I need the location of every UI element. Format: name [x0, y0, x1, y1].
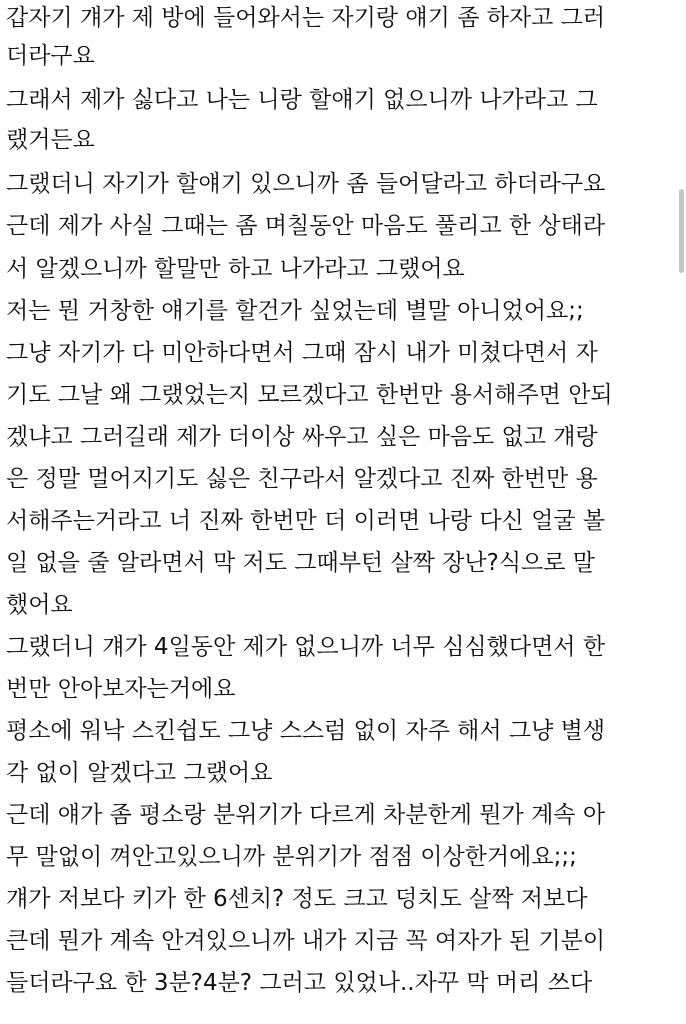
text-line: 저는 뭔 거창한 얘기를 할건가 싶었는데 별말 아니었어요;; — [6, 298, 584, 324]
text-line: 갑자기 걔가 제 방에 들어와서는 자기랑 얘기 좀 하자고 그러 — [6, 5, 606, 31]
text-line: 랬거든요 — [6, 127, 95, 153]
text-line: 들더라구요 한 3분?4분? 그러고 있었나..자꾸 막 머리 쓰다 — [6, 970, 593, 996]
text-line: 일 없을 줄 알라면서 막 저도 그때부턴 살짝 장난?식으로 말 — [6, 550, 596, 576]
text-line: 걔가 저보다 키가 한 6센치? 정도 크고 덩치도 살짝 저보다 — [6, 886, 588, 912]
text-line: 은 정말 멀어지기도 싫은 친구라서 알겠다고 진짜 한번만 용 — [6, 466, 598, 492]
text-line: 근데 제가 사실 그때는 좀 며칠동안 마음도 풀리고 한 상태라 — [6, 213, 606, 239]
text-line: 서해주는거라고 너 진짜 한번만 더 이러면 나랑 다신 얼굴 볼 — [6, 508, 606, 534]
text-line: 평소에 워낙 스킨쉽도 그냥 스스럼 없이 자주 해서 그냥 별생 — [6, 718, 606, 744]
text-line: 겠냐고 그러길래 제가 더이상 싸우고 싶은 마음도 없고 걔랑 — [6, 424, 598, 450]
text-line: 번만 안아보자는거에요 — [6, 676, 236, 702]
text-line: 무 말없이 껴안고있으니까 분위기가 점점 이상한거에요;;; — [6, 844, 577, 870]
text-line: 그랬더니 자기가 할얘기 있으니까 좀 들어달라고 하더라구요 — [6, 171, 606, 197]
text-line: 기도 그날 왜 그랬었는지 모르겠다고 한번만 용서해주면 안되 — [6, 382, 613, 408]
text-line: 했어요 — [6, 592, 73, 618]
text-line: 그래서 제가 싫다고 나는 니랑 할얘기 없으니까 나가라고 그 — [6, 87, 598, 113]
scrollbar-thumb[interactable] — [679, 189, 684, 273]
text-line: 그랬더니 걔가 4일동안 제가 없으니까 너무 심심했다면서 한 — [6, 634, 606, 660]
text-line: 큰데 뭔가 계속 안겨있으니까 내가 지금 꼭 여자가 된 기분이 — [6, 928, 606, 954]
text-line: 서 알겠으니까 할말만 하고 나가라고 그랬어요 — [6, 256, 465, 282]
text-line: 더라구요 — [6, 43, 95, 69]
text-line: 근데 얘가 좀 평소랑 분위기가 다르게 차분한게 뭔가 계속 아 — [6, 802, 606, 828]
text-line: 각 없이 알겠다고 그랬어요 — [6, 760, 273, 786]
text-line: 그냥 자기가 다 미안하다면서 그때 잠시 내가 미쳤다면서 자 — [6, 340, 598, 366]
